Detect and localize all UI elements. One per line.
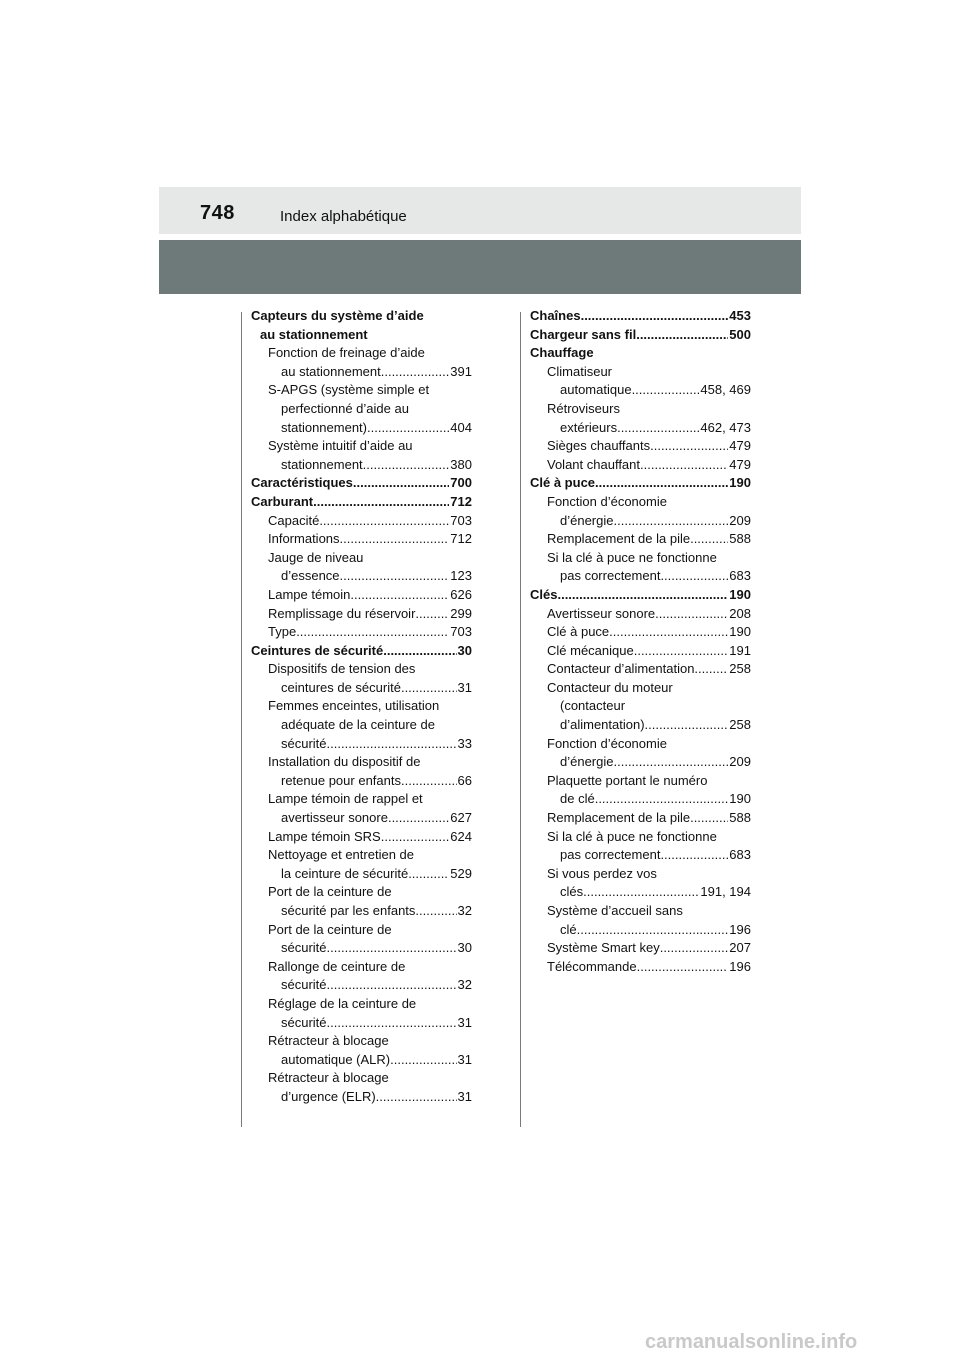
index-entry — [530, 697, 751, 716]
index-entry — [530, 809, 751, 828]
index-entry-term: Capacité — [268, 512, 320, 528]
index-entry-term: clés — [560, 884, 584, 900]
index-entry-term: Remplissage du réservoir — [268, 605, 416, 621]
dot-leader — [340, 567, 450, 586]
index-entry-page: 683 — [729, 568, 751, 584]
dot-leader — [690, 809, 728, 828]
index-entry-term: perfectionné d’aide au — [281, 400, 409, 416]
index-entry-term: Installation du dispositif de — [268, 754, 421, 770]
index-entry-term: Nettoyage et entretien de — [268, 847, 414, 863]
index-entry-page: 209 — [729, 754, 751, 770]
index-entry-term: Type — [268, 624, 297, 640]
index-entry — [530, 474, 751, 493]
index-entry — [530, 493, 751, 512]
index-entry-term: pas correctement — [560, 568, 661, 584]
index-entry-page: 196 — [729, 958, 751, 974]
index-entry-term: Clé mécanique. — [547, 642, 638, 658]
index-entry — [530, 902, 751, 921]
index-entry-term: Rallonge de ceinture de — [268, 958, 406, 974]
index-entry-term: pas correctement — [560, 847, 661, 863]
index-entry-page: 588 — [729, 810, 751, 826]
index-entry — [251, 660, 472, 679]
index-entry-term: Informations — [268, 531, 340, 547]
index-entry-term: Système Smart key — [547, 940, 660, 956]
index-entry-term: d’urgence (ELR) — [281, 1088, 376, 1104]
index-entry-term: retenue pour enfants — [281, 772, 401, 788]
dot-leader — [381, 828, 450, 847]
index-entry — [530, 567, 751, 586]
index-entry — [530, 586, 751, 605]
section-band — [159, 240, 801, 294]
dot-leader — [694, 660, 728, 679]
index-entry-term: Dispositifs de tension des — [268, 661, 416, 677]
dot-leader — [660, 939, 729, 958]
index-entry-term: Port de la ceinture de — [268, 884, 392, 900]
index-column-left — [251, 307, 472, 1107]
index-entry — [251, 716, 472, 735]
index-entry-page: 31 — [457, 1088, 472, 1104]
dot-leader — [580, 921, 728, 940]
index-entry-page: 299 — [450, 605, 472, 621]
dot-leader — [381, 363, 450, 382]
index-entry — [251, 828, 472, 847]
index-entry-term: Rétracteur à blocage — [268, 1070, 389, 1086]
index-entry-page: 208 — [729, 605, 751, 621]
index-entry — [251, 326, 472, 345]
index-entry-term: Fonction d’économie — [547, 493, 667, 509]
dot-leader — [598, 790, 728, 809]
index-entry-page: 31 — [457, 1051, 472, 1067]
index-entry — [530, 790, 751, 809]
dot-leader — [340, 530, 450, 549]
index-entry — [251, 958, 472, 977]
dot-leader — [363, 456, 450, 475]
index-entry — [251, 437, 472, 456]
dot-leader — [650, 437, 728, 456]
index-entry — [251, 642, 472, 661]
index-entry-term: Fonction de freinage d’aide — [268, 345, 425, 361]
index-entry — [251, 1032, 472, 1051]
index-entry — [251, 883, 472, 902]
index-entry-page: 209 — [729, 512, 751, 528]
index-entry — [251, 623, 472, 642]
index-entry — [251, 939, 472, 958]
index-entry-term: Clé à puce — [547, 624, 610, 640]
dot-leader — [595, 474, 728, 493]
index-entry — [251, 790, 472, 809]
dot-leader — [617, 419, 699, 438]
index-entry-term: Port de la ceinture de — [268, 921, 392, 937]
index-entry-page: 33 — [457, 735, 472, 751]
index-entry-term: Télécommande — [547, 958, 637, 974]
index-entry-page: 458, 469 — [700, 382, 751, 398]
dot-leader — [313, 493, 449, 512]
index-entry-term: Capteurs du système d’aide — [251, 308, 424, 323]
index-entry-term: Femmes enceintes, utilisation — [268, 698, 440, 714]
index-entry — [251, 1014, 472, 1033]
dot-leader — [383, 642, 456, 661]
index-entry — [530, 381, 751, 400]
index-entry — [251, 809, 472, 828]
index-entry-term: sécurité — [281, 735, 327, 751]
index-entry — [251, 474, 472, 493]
index-entry-page: 66 — [457, 772, 472, 788]
index-entry — [251, 512, 472, 531]
index-entry — [251, 605, 472, 624]
index-entry — [530, 642, 751, 661]
index-entry — [251, 567, 472, 586]
index-entry — [530, 605, 751, 624]
dot-leader — [637, 642, 728, 661]
index-entry — [530, 344, 751, 363]
dot-leader — [296, 623, 449, 642]
dot-leader — [390, 1051, 456, 1070]
index-entry-term: Chaînes — [530, 308, 581, 323]
page-number: 748 — [200, 202, 235, 224]
index-entry-term: au stationnement — [260, 326, 368, 342]
dot-leader — [557, 586, 728, 605]
index-entry — [530, 512, 751, 531]
index-entry-term: au stationnement — [281, 363, 381, 379]
index-entry — [530, 419, 751, 438]
index-entry — [251, 1088, 472, 1107]
index-entry-term: automatique (ALR) — [281, 1051, 391, 1067]
dot-leader — [415, 902, 456, 921]
index-entry — [251, 735, 472, 754]
index-entry — [530, 716, 751, 735]
index-entry-page: 479 — [729, 438, 751, 454]
index-entry — [251, 549, 472, 568]
index-entry-term: d’énergie — [560, 512, 614, 528]
index-entry — [530, 456, 751, 475]
index-entry-term: Clé à puce — [530, 475, 596, 491]
index-entry-term: Ceintures de sécurité — [251, 642, 384, 658]
index-entry — [530, 363, 751, 382]
index-entry — [251, 679, 472, 698]
index-entry-page: 30 — [457, 642, 472, 658]
dot-leader — [659, 605, 729, 624]
index-entry-page: 191, 194 — [700, 884, 751, 900]
index-entry-page: 703 — [450, 624, 472, 640]
index-entry-page: 190 — [729, 586, 751, 602]
dot-leader — [660, 846, 728, 865]
dot-leader — [648, 716, 728, 735]
index-entry-term: Rétracteur à blocage — [268, 1033, 389, 1049]
index-entry-page: 624 — [450, 828, 472, 844]
index-entry-page: 30 — [457, 940, 472, 956]
index-entry — [251, 381, 472, 400]
index-entry-page: 703 — [450, 512, 472, 528]
middle-column-rule — [520, 312, 521, 1127]
index-entry-term: Si la clé à puce ne fonctionne — [547, 828, 717, 844]
index-entry-page: 627 — [450, 810, 472, 826]
dot-leader — [632, 381, 700, 400]
dot-leader — [408, 865, 449, 884]
index-entry — [251, 586, 472, 605]
index-entry — [251, 697, 472, 716]
index-entry — [530, 958, 751, 977]
index-entry-page: 700 — [450, 475, 472, 491]
index-entry-term: sécurité — [281, 1014, 327, 1030]
dot-leader — [660, 567, 728, 586]
index-entry-term: de clé. — [560, 791, 599, 807]
dot-leader — [327, 939, 457, 958]
dot-leader — [401, 772, 457, 791]
page-title: Index alphabétique — [280, 208, 407, 225]
index-entry-page: 190 — [729, 791, 751, 807]
index-entry-term: Climatiseur — [547, 363, 613, 379]
index-entry-term: (contacteur — [560, 698, 626, 714]
index-entry-term: Volant chauffant. — [547, 456, 644, 472]
dot-leader — [644, 456, 729, 475]
index-entry — [251, 772, 472, 791]
index-entry — [251, 902, 472, 921]
dot-leader — [353, 474, 449, 493]
index-entry-term: Rétroviseurs — [547, 400, 620, 416]
index-entry-term: d’essence — [281, 568, 340, 584]
index-entry-term: Réglage de la ceinture de — [268, 995, 417, 1011]
index-entry-page: 529 — [450, 865, 472, 881]
index-entry-term: Contacteur d’alimentation — [547, 661, 695, 677]
dot-leader — [690, 530, 728, 549]
index-entry-page: 683 — [729, 847, 751, 863]
index-entry — [251, 753, 472, 772]
index-entry-term: Lampe témoin de rappel et — [268, 791, 423, 807]
index-entry — [251, 307, 472, 326]
index-entry-page: 123 — [450, 568, 472, 584]
index-entry-term: ceintures de sécurité — [281, 679, 401, 695]
index-entry-page: 31 — [457, 1014, 472, 1030]
index-entry-term: Système d’accueil sans — [547, 903, 683, 918]
header-band — [159, 187, 801, 234]
index-entry-term: Chargeur sans fil — [530, 326, 637, 342]
index-entry-term: Carburant — [251, 493, 314, 509]
index-entry-term: Si vous perdez vos — [547, 865, 657, 881]
index-entry-page: 404 — [450, 419, 472, 435]
index-entry-page: 191 — [729, 642, 751, 658]
index-entry-page: 453 — [729, 308, 751, 323]
index-entry-page: 207 — [729, 940, 751, 956]
index-entry — [251, 995, 472, 1014]
index-entry-page: 258 — [729, 717, 751, 733]
index-entry — [251, 1069, 472, 1088]
index-entry — [530, 400, 751, 419]
index-entry — [530, 660, 751, 679]
index-entry — [530, 846, 751, 865]
index-entry-term: stationnement — [281, 456, 363, 472]
index-entry — [251, 1051, 472, 1070]
dot-leader — [401, 679, 457, 698]
index-entry-page: 462, 473 — [700, 419, 751, 435]
dot-leader — [583, 883, 699, 902]
dot-leader — [581, 307, 729, 326]
index-entry-page: 626 — [450, 586, 472, 602]
dot-leader — [327, 1014, 457, 1033]
index-entry — [530, 437, 751, 456]
index-entry — [251, 530, 472, 549]
index-entry — [530, 828, 751, 847]
index-entry — [530, 623, 751, 642]
index-entry — [530, 679, 751, 698]
index-entry-term: Caractéristiques — [251, 475, 353, 491]
index-entry-page: 32 — [457, 903, 472, 918]
index-entry-term: Jauge de niveau — [268, 549, 364, 565]
index-entry-term: avertisseur sonore — [281, 810, 388, 826]
index-entry-page: 190 — [729, 624, 751, 640]
index-entry-term: Si la clé à puce ne fonctionne — [547, 549, 717, 565]
index-entry — [251, 493, 472, 512]
index-entry-page: 190 — [729, 475, 751, 491]
dot-leader — [376, 1088, 457, 1107]
index-column-right — [530, 307, 751, 976]
dot-leader — [415, 605, 449, 624]
dot-leader — [614, 512, 729, 531]
index-entry — [251, 846, 472, 865]
index-entry-term: Sièges chauffants — [547, 438, 651, 454]
dot-leader — [636, 326, 728, 345]
index-entry-term: Fonction d’économie — [547, 735, 667, 751]
index-entry-term: sécurité par les enfants — [281, 903, 416, 918]
left-column-rule — [241, 312, 242, 1127]
index-entry — [251, 344, 472, 363]
index-entry — [530, 326, 751, 345]
index-entry-term: Clés — [530, 586, 558, 602]
index-entry — [251, 363, 472, 382]
index-entry-page: 32 — [457, 977, 472, 993]
index-entry-page: 258 — [729, 661, 751, 677]
index-entry-page: 712 — [450, 531, 472, 547]
index-entry-term: sécurité — [281, 940, 327, 956]
index-entry-term: S-APGS (système simple et — [268, 382, 430, 398]
index-entry — [530, 307, 751, 326]
index-entry — [530, 735, 751, 754]
index-entry-term: Système intuitif d’aide au — [268, 438, 413, 454]
index-entry-term: d’alimentation). — [560, 717, 649, 733]
index-entry — [530, 883, 751, 902]
index-entry-term: stationnement). — [281, 419, 371, 435]
dot-leader — [350, 586, 449, 605]
index-entry-term: Remplacement de la pile — [547, 810, 691, 826]
index-entry — [530, 772, 751, 791]
index-entry — [251, 976, 472, 995]
index-entry-page: 712 — [450, 493, 472, 509]
index-entry-page: 479 — [729, 456, 751, 472]
index-entry — [251, 400, 472, 419]
dot-leader — [327, 735, 457, 754]
index-entry — [530, 865, 751, 884]
index-entry-term: d’énergie — [560, 754, 614, 770]
dot-leader — [388, 809, 449, 828]
index-entry-term: la ceinture de sécurité — [281, 865, 409, 881]
index-entry — [251, 921, 472, 940]
dot-leader — [371, 419, 450, 438]
index-entry-page: 380 — [450, 456, 472, 472]
dot-leader — [637, 958, 729, 977]
index-entry — [251, 865, 472, 884]
dot-leader — [319, 512, 449, 531]
index-entry-term: Lampe témoin SRS — [268, 828, 381, 844]
index-entry-term: Remplacement de la pile — [547, 531, 691, 547]
index-entry-page: 196 — [729, 921, 751, 937]
index-entry — [530, 530, 751, 549]
index-entry-page: 500 — [729, 326, 751, 342]
index-entry-term: Avertisseur sonore. — [547, 605, 659, 621]
index-entry-term: clé. — [560, 921, 581, 937]
watermark: carmanualsonline.info — [645, 1331, 858, 1353]
index-entry — [530, 753, 751, 772]
index-entry-term: automatique — [560, 382, 632, 398]
index-entry — [530, 549, 751, 568]
dot-leader — [614, 753, 729, 772]
index-entry-term: Chauffage — [530, 345, 594, 361]
index-entry — [251, 456, 472, 475]
index-entry-term: sécurité — [281, 977, 327, 993]
index-entry-page: 588 — [729, 531, 751, 547]
index-entry-term: Plaquette portant le numéro — [547, 772, 708, 788]
index-entry-term: Contacteur du moteur — [547, 679, 673, 695]
index-entry-term: Lampe témoin — [268, 586, 351, 602]
dot-leader — [327, 976, 457, 995]
index-entry-page: 31 — [457, 679, 472, 695]
index-entry — [530, 921, 751, 940]
index-entry — [251, 419, 472, 438]
index-entry-term: extérieurs — [560, 419, 618, 435]
index-entry-term: adéquate de la ceinture de — [281, 717, 435, 733]
index-entry-page: 391 — [450, 363, 472, 379]
index-entry — [530, 939, 751, 958]
dot-leader — [609, 623, 728, 642]
